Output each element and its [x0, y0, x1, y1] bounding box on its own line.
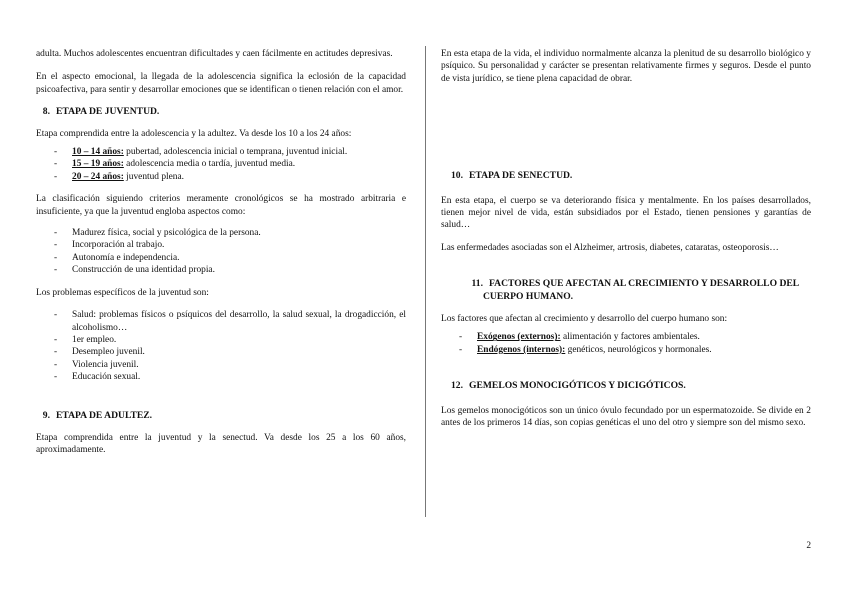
section-10-heading: [441, 170, 811, 182]
list-item: - 10 – 14 años: pubertad, adolescencia inicial o temprana, juventud inicial.: [54, 147, 348, 158]
paragraph-continuation: adulta. Muchos adolescentes encuentran dificultades y caen fácilmente en actitudes depresivas.: [36, 49, 393, 59]
section-8-intro: Etapa comprendida entre la adolescencia y la adultez. Va desde los 10 a los 24 años:: [36, 128, 352, 139]
section-10-title: ETAPA DE SENECTUD.: [469, 170, 573, 182]
list-item: - 1er empleo.: [54, 334, 117, 345]
section-8-heading: [36, 106, 406, 118]
column-divider: [425, 46, 426, 517]
factor-text: genéticos, neurológicos y hormonales.: [565, 344, 712, 355]
list-item: - Desempleo juvenil.: [54, 347, 145, 358]
list-item: - Exógenos (externos): alimentación y factores ambientales.: [459, 332, 700, 343]
section-9-title: ETAPA DE ADULTEZ.: [56, 409, 153, 421]
range-text: adolescencia media o tardía, juventud media.: [123, 159, 296, 170]
section-8-number: 8.: [42, 106, 50, 118]
section-9-number: 9.: [42, 409, 50, 421]
section-8-title: ETAPA DE JUVENTUD.: [56, 106, 160, 118]
paragraph-emotional: En el aspecto emocional, la llegada de la adolescencia significa la eclosión de la capacidad psicoafectiva, para sentir y desarrollar emociones que se identifican o tienen relación con el amor.: [36, 72, 406, 95]
factor-label: Endógenos (internos):: [477, 344, 566, 355]
section-9-heading: [36, 410, 406, 422]
paragraph-adulthood: En esta etapa de la vida, el individuo normalmente alcanza la plenitud de su desarrollo biológico y psíquico. Su personalidad y carácter se presentan relativamente firmes y seguros. Desde el punto de vista jurídico, se tiene plena capacidad de obrar.: [441, 49, 811, 84]
problems-list: [36, 309, 406, 383]
section-10-number: 10.: [451, 170, 463, 182]
age-range-list: [36, 146, 406, 183]
range-label: 10 – 14 años:: [72, 147, 124, 158]
list-item: - Construcción de una identidad propia.: [54, 265, 215, 276]
section-9-text: Etapa comprendida entre la juventud y la senectud. Va desde los 25 a los 60 años, aproximadamente.: [36, 432, 406, 456]
right-column: [441, 48, 811, 430]
section-11-title: FACTORES QUE AFECTAN AL CRECIMIENTO Y DESARROLLO DEL CUERPO HUMANO.: [483, 278, 799, 302]
factors-list: [441, 331, 811, 356]
section-11-number: 11.: [471, 278, 483, 290]
list-item: - 15 – 19 años: adolescencia media o tardía, juventud media.: [54, 159, 296, 170]
paragraph-classification: La clasificación siguiendo criterios meramente cronológicos se ha mostrado arbitraria e insuficiente, ya que la juventud engloba aspectos como:: [36, 194, 406, 217]
section-10-paragraph-2: Las enfermedades asociadas son el Alzheimer, artrosis, diabetes, cataratas, osteoporosis…: [441, 242, 779, 253]
section-11-heading: [441, 278, 811, 303]
list-item: - Madurez física, social y psicológica de la persona.: [54, 228, 261, 239]
section-12-heading: [441, 380, 811, 392]
section-12-title: GEMELOS MONOCIGÓTICOS Y DICIGÓTICOS.: [469, 380, 686, 392]
factor-label: Exógenos (externos):: [477, 332, 561, 343]
section-11-intro: Los factores que afectan al crecimiento y desarrollo del cuerpo humano son:: [441, 314, 728, 325]
range-label: 15 – 19 años:: [72, 159, 124, 170]
section-10-paragraph-1: En esta etapa, el cuerpo se va deteriorando física y mentalmente. En los países desarrollados, tienen mejor nivel de vida, están subsidiados por el Estado, tienen pensiones y garantías de salud…: [441, 195, 811, 231]
section-12-text: Los gemelos monocigóticos son un único óvulo fecundado por un espermatozoide. Se divide en 2 antes de los primeros 14 días, son copias genéticas el uno del otro y siempre son del mismo sexo.: [441, 405, 811, 429]
list-item: - Salud: problemas físicos o psíquicos del desarrollo, la salud sexual, la drogadicción, el alcoholismo…: [54, 310, 406, 333]
list-item: - Educación sexual.: [54, 372, 141, 383]
left-column: [36, 48, 406, 457]
aspects-list: [36, 227, 406, 277]
page-number: 2: [806, 541, 811, 551]
list-item: - Violencia juvenil.: [54, 359, 139, 370]
problems-intro: Los problemas específicos de la juventud son:: [36, 287, 209, 298]
range-label: 20 – 24 años:: [72, 171, 124, 182]
range-text: juventud plena.: [123, 171, 184, 182]
list-item: - 20 – 24 años: juventud plena.: [54, 171, 184, 182]
list-item: - Endógenos (internos): genéticos, neurológicos y hormonales.: [459, 344, 712, 355]
list-item: - Incorporación al trabajo.: [54, 240, 165, 251]
list-item: - Autonomía e independencia.: [54, 252, 180, 263]
section-12-number: 12.: [451, 380, 463, 392]
factor-text: alimentación y factores ambientales.: [560, 332, 700, 343]
range-text: pubertad, adolescencia inicial o temprana, juventud inicial.: [123, 147, 348, 158]
